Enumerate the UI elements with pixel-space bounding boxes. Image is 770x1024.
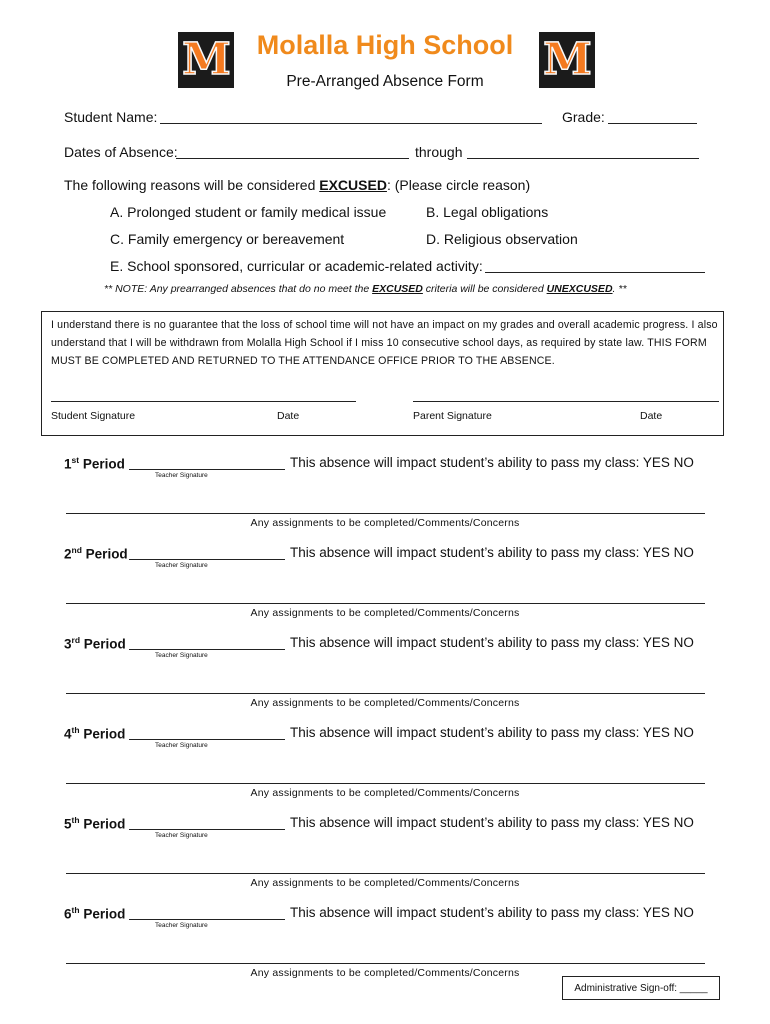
school-logo-right: M — [539, 32, 595, 88]
activity-field[interactable] — [485, 272, 705, 273]
assignments-label: Any assignments to be completed/Comments/Concerns — [250, 787, 520, 799]
school-name: Molalla High School — [256, 30, 514, 60]
assignments-label: Any assignments to be completed/Comments/Concerns — [250, 517, 520, 529]
reason-e[interactable]: E. School sponsored, curricular or academic-related activity: — [110, 258, 483, 274]
reason-d[interactable]: D. Religious observation — [426, 231, 578, 247]
period-label: 1st Period — [64, 455, 125, 472]
impact-question[interactable]: This absence will impact student’s ability to pass my class: YES NO — [290, 905, 694, 920]
parent-date-label: Date — [640, 410, 663, 422]
admin-signoff[interactable]: Administrative Sign-off: _____ — [562, 976, 720, 1000]
student-signature-label: Student Signature — [51, 410, 136, 422]
student-date-label: Date — [277, 410, 300, 422]
start-date-field[interactable] — [176, 158, 409, 159]
impact-question[interactable]: This absence will impact student’s ability to pass my class: YES NO — [290, 815, 694, 830]
period-label: 4th Period — [64, 725, 126, 742]
assignments-label: Any assignments to be completed/Comments/Concerns — [250, 877, 520, 889]
comments-line[interactable] — [66, 693, 705, 694]
period-label: 2nd Period — [64, 545, 128, 562]
comments-line[interactable] — [66, 873, 705, 874]
parent-signature-label: Parent Signature — [413, 410, 492, 422]
teacher-signature-label: Teacher Signature — [155, 742, 208, 749]
assignments-label: Any assignments to be completed/Comments/Concerns — [250, 697, 520, 709]
impact-question[interactable]: This absence will impact student’s ability to pass my class: YES NO — [290, 725, 694, 740]
teacher-signature-line[interactable] — [129, 919, 285, 920]
student-name-label: Student Name: — [64, 109, 158, 125]
comments-line[interactable] — [66, 513, 705, 514]
excused-note: ** NOTE: Any prearranged absences that do no meet the EXCUSED criteria will be considered UNEXCUSED. ** — [104, 283, 627, 295]
impact-question[interactable]: This absence will impact student’s ability to pass my class: YES NO — [290, 545, 694, 560]
reasons-intro: The following reasons will be considered EXCUSED: (Please circle reason) — [64, 177, 531, 193]
comments-line[interactable] — [66, 603, 705, 604]
comments-line[interactable] — [66, 963, 705, 964]
student-name-field[interactable] — [160, 123, 542, 124]
form-title: Pre-Arranged Absence Form — [286, 73, 484, 90]
period-label: 5th Period — [64, 815, 126, 832]
grade-field[interactable] — [608, 123, 697, 124]
reason-a[interactable]: A. Prolonged student or family medical issue — [110, 204, 387, 220]
comments-line[interactable] — [66, 783, 705, 784]
school-logo-left: M — [178, 32, 234, 88]
teacher-signature-line[interactable] — [129, 649, 285, 650]
reason-b[interactable]: B. Legal obligations — [426, 204, 549, 220]
assignments-label: Any assignments to be completed/Comments/Concerns — [250, 607, 520, 619]
impact-question[interactable]: This absence will impact student’s ability to pass my class: YES NO — [290, 635, 694, 650]
teacher-signature-line[interactable] — [129, 559, 285, 560]
teacher-signature-label: Teacher Signature — [155, 562, 208, 569]
end-date-field[interactable] — [467, 158, 699, 159]
teacher-signature-label: Teacher Signature — [155, 472, 208, 479]
grade-label: Grade: — [562, 109, 605, 125]
period-label: 6th Period — [64, 905, 126, 922]
period-label: 3rd Period — [64, 635, 126, 652]
teacher-signature-line[interactable] — [129, 739, 285, 740]
teacher-signature-line[interactable] — [129, 469, 285, 470]
dates-label: Dates of Absence: — [64, 144, 178, 160]
teacher-signature-label: Teacher Signature — [155, 922, 208, 929]
teacher-signature-line[interactable] — [129, 829, 285, 830]
student-signature-line[interactable] — [51, 401, 356, 402]
agreement-text: I understand there is no guarantee that the loss of school time will not have an impact on my grades and overall academic progress. I also understand that I will be withdrawn from Molalla High School if I miss 10 consecutive school days, as required by state law. THIS FORM MUST BE COMPLETED AND RETURNED TO THE ATTENDANCE OFFICE PRIOR TO THE ABSENCE. — [51, 319, 718, 367]
teacher-signature-label: Teacher Signature — [155, 652, 208, 659]
assignments-label: Any assignments to be completed/Comments/Concerns — [250, 967, 520, 979]
parent-signature-line[interactable] — [413, 401, 719, 402]
impact-question[interactable]: This absence will impact student’s ability to pass my class: YES NO — [290, 455, 694, 470]
through-label: through — [415, 144, 463, 160]
reason-c[interactable]: C. Family emergency or bereavement — [110, 231, 345, 247]
teacher-signature-label: Teacher Signature — [155, 832, 208, 839]
